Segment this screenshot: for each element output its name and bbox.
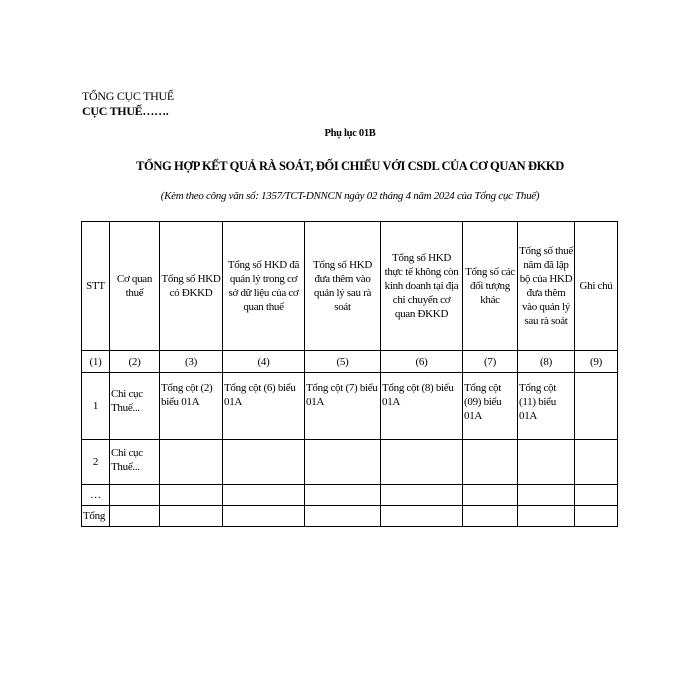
empty-cell [463, 440, 518, 485]
header-registered-hkd: Tổng số HKD có ĐKKD [160, 222, 223, 351]
empty-cell [381, 485, 463, 506]
row-number: 1 [82, 373, 110, 440]
cell-managed-hkd: Tổng cột (6) biểu 01A [223, 373, 305, 440]
empty-cell [160, 506, 223, 527]
document-title: TỔNG HỢP KẾT QUẢ RÀ SOÁT, ĐỐI CHIẾU VỚI CSDL CỦA CƠ QUAN ĐKKD [136, 159, 564, 173]
column-number: (7) [463, 351, 518, 373]
table-row [82, 485, 618, 506]
org-name: TỔNG CỤC THUẾ [82, 89, 174, 103]
summary-table [81, 221, 618, 527]
empty-cell [305, 485, 381, 506]
reference-note: (Kèm theo công văn số: 1357/TCT-DNNCN ngày 02 tháng 4 năm 2024 của Tổng cục Thuế) [160, 190, 540, 202]
empty-cell [518, 506, 575, 527]
header-stt: STT [82, 222, 110, 351]
table-row [82, 440, 618, 485]
empty-cell [160, 440, 223, 485]
empty-cell [575, 485, 618, 506]
cell-annual-tax: Tổng cột (11) biểu 01A [518, 373, 575, 440]
header-row [82, 222, 618, 351]
header-tax-office: Cơ quan thuế [110, 222, 160, 351]
department-name: CỤC THUẾ……. [82, 104, 169, 118]
column-number: (9) [575, 351, 618, 373]
tax-office-cell: Chi cục Thuế... [110, 440, 160, 485]
empty-cell [223, 485, 305, 506]
header-other-subjects: Tổng số các đối tượng khác [463, 222, 518, 351]
empty-cell [160, 485, 223, 506]
column-number: (6) [381, 351, 463, 373]
empty-cell [518, 440, 575, 485]
row-number: … [82, 485, 110, 506]
header-annual-tax: Tổng số thuế năm đã lập bộ của HKD đưa thêm vào quản lý sau rà soát [518, 222, 575, 351]
empty-cell [223, 440, 305, 485]
empty-cell [381, 440, 463, 485]
empty-cell [223, 506, 305, 527]
header-notes: Ghi chú [575, 222, 618, 351]
table-row [82, 373, 618, 440]
empty-cell [110, 485, 160, 506]
empty-cell [463, 485, 518, 506]
empty-cell [110, 506, 160, 527]
issuing-organization [82, 89, 174, 119]
empty-cell [463, 506, 518, 527]
header-inactive-hkd: Tổng số HKD thực tế không còn kinh doanh tại địa chỉ chuyển cơ quan ĐKKD [381, 222, 463, 351]
column-number: (8) [518, 351, 575, 373]
tax-office-cell: Chi cục Thuế... [110, 373, 160, 440]
cell-registered-hkd: Tổng cột (2) biểu 01A [160, 373, 223, 440]
empty-cell [381, 506, 463, 527]
header-managed-hkd: Tổng số HKD đã quản lý trong cơ sở dữ liệu của cơ quan thuế [223, 222, 305, 351]
column-number-row [82, 351, 618, 373]
cell-inactive-hkd: Tổng cột (8) biểu 01A [381, 373, 463, 440]
total-label: Tổng [82, 506, 110, 527]
column-number: (2) [110, 351, 160, 373]
empty-cell [305, 440, 381, 485]
column-number: (1) [82, 351, 110, 373]
cell-added-hkd: Tổng cột (7) biểu 01A [305, 373, 381, 440]
total-row [82, 506, 618, 527]
empty-cell [575, 506, 618, 527]
header-added-hkd: Tổng số HKD đưa thêm vào quản lý sau rà soát [305, 222, 381, 351]
appendix-label: Phụ lục 01B [324, 128, 376, 139]
empty-cell [575, 440, 618, 485]
cell-notes [575, 373, 618, 440]
column-number: (5) [305, 351, 381, 373]
column-number: (3) [160, 351, 223, 373]
empty-cell [305, 506, 381, 527]
column-number: (4) [223, 351, 305, 373]
empty-cell [518, 485, 575, 506]
row-number: 2 [82, 440, 110, 485]
cell-other-subjects: Tổng cột (09) biểu 01A [463, 373, 518, 440]
